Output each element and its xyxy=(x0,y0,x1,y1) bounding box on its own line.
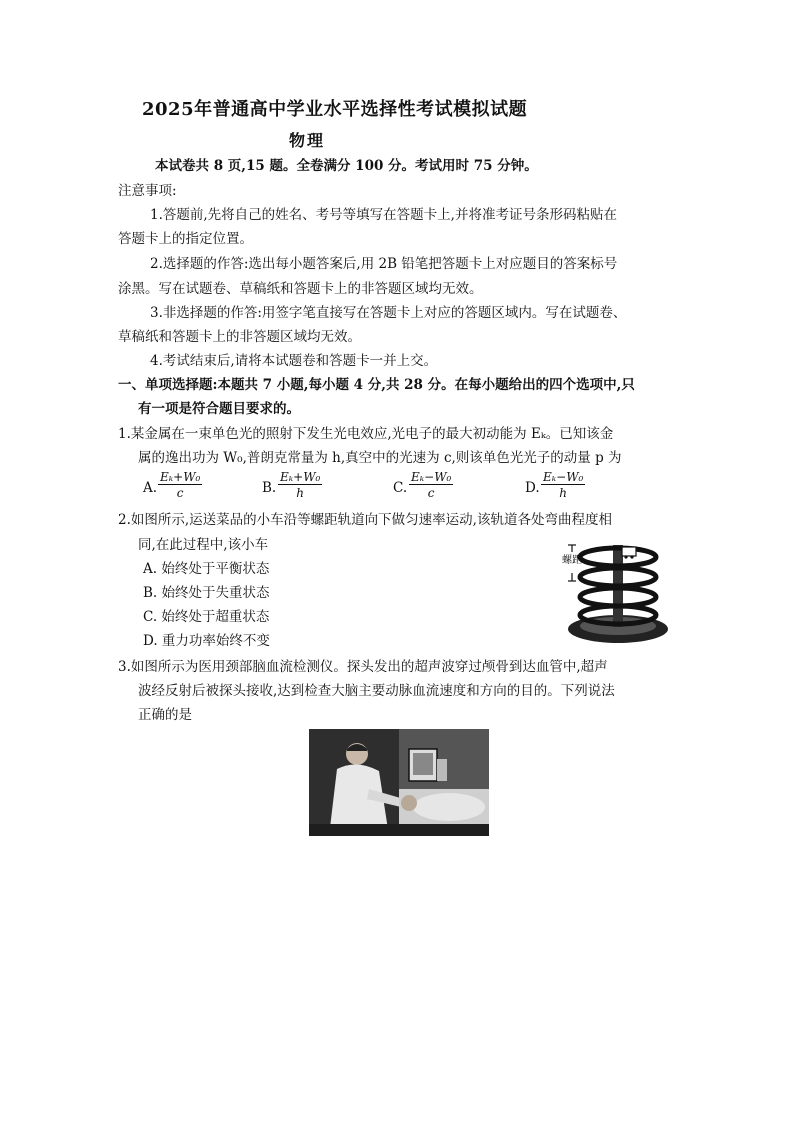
q1-option-c-fraction xyxy=(409,470,453,500)
pitch-label: 螺距 xyxy=(562,555,582,566)
note-2-line-1: 2.选择题的作答:选出每小题答案后,用 2B 铅笔把答题卡上对应题目的答案标号 xyxy=(150,256,618,272)
spiral-track-drawing xyxy=(560,535,670,650)
q1-option-d-label: D. xyxy=(525,480,540,496)
q1-stem-line-2: 属的逸出功为 W₀,普朗克常量为 h,真空中的光速为 c,则该单色光光子的动量 p 为 xyxy=(138,450,622,466)
q1-option-b-numerator: Eₖ+W₀ xyxy=(280,470,321,484)
spiral-track-figure xyxy=(560,535,670,650)
blood-flow-detector-photo xyxy=(309,729,489,836)
note-1-line-1: 1.答题前,先将自己的姓名、考号等填写在答题卡上,并将准考证号条形码粘贴在 xyxy=(150,207,617,223)
q1-option-d-numerator: Eₖ−W₀ xyxy=(543,470,584,484)
q1-option-b-label: B. xyxy=(262,480,277,496)
note-3-line-1: 3.非选择题的作答:用签字笔直接写在答题卡上对应的答题区域内。写在试题卷、 xyxy=(150,305,627,321)
q1-option-b-fraction xyxy=(278,470,322,500)
q1-option-d-denominator: h xyxy=(559,486,568,500)
q1-option-c-numerator: Eₖ−W₀ xyxy=(411,470,452,484)
photo-drawing xyxy=(309,729,489,836)
q2-option-c: C. 始终处于超重状态 xyxy=(143,609,270,625)
q1-stem-line-1: 1.某金属在一束单色光的照射下发生光电效应,光电子的最大初动能为 Eₖ。已知该金 xyxy=(118,426,614,442)
note-2-line-2: 涂黑。写在试题卷、草稿纸和答题卡上的非答题区域均无效。 xyxy=(118,281,483,297)
q1-option-d-fraction xyxy=(541,470,585,500)
q3-stem-line-2: 波经反射后被探头接收,达到检查大脑主要动脉血流速度和方向的目的。下列说法 xyxy=(138,683,615,699)
q3-stem-line-3: 正确的是 xyxy=(138,707,192,723)
q3-stem-line-1: 3.如图所示为医用颈部脑血流检测仪。探头发出的超声波穿过颅骨到达血管中,超声 xyxy=(118,659,608,675)
section-1-heading: 一、单项选择题:本题共 7 小题,每小题 4 分,共 28 分。在每小题给出的四个选项中,只 xyxy=(118,377,635,393)
q1-option-a-label: A. xyxy=(143,480,158,496)
note-1-line-2: 答题卡上的指定位置。 xyxy=(118,231,253,247)
q1-option-a-fraction xyxy=(158,470,202,500)
exam-intro: 本试卷共 8 页,15 题。全卷满分 100 分。考试用时 75 分钟。 xyxy=(155,158,538,174)
q2-stem-line-2: 同,在此过程中,该小车 xyxy=(138,537,269,553)
q2-option-b: B. 始终处于失重状态 xyxy=(143,585,270,601)
q1-option-a-denominator: c xyxy=(176,486,184,500)
section-1-heading-cont: 有一项是符合题目要求的。 xyxy=(138,401,300,417)
subject-title: 物理 xyxy=(289,131,326,150)
q1-option-b-denominator: h xyxy=(296,486,305,500)
q1-option-a-numerator: Eₖ+W₀ xyxy=(160,470,201,484)
q2-stem-line-1: 2.如图所示,运送菜品的小车沿等螺距轨道向下做匀速率运动,该轨道各处弯曲程度相 xyxy=(118,512,612,528)
exam-title: 2025年普通高中学业水平选择性考试模拟试题 xyxy=(142,99,528,120)
q1-option-c-denominator: c xyxy=(427,486,435,500)
q1-option-c-label: C. xyxy=(393,480,408,496)
notes-heading: 注意事项: xyxy=(118,183,177,199)
note-4: 4.考试结束后,请将本试题卷和答题卡一并上交。 xyxy=(150,353,438,369)
note-3-line-2: 草稿纸和答题卡上的非答题区域均无效。 xyxy=(118,329,361,345)
q2-option-d: D. 重力功率始终不变 xyxy=(143,633,270,649)
q2-option-a: A. 始终处于平衡状态 xyxy=(143,561,270,577)
